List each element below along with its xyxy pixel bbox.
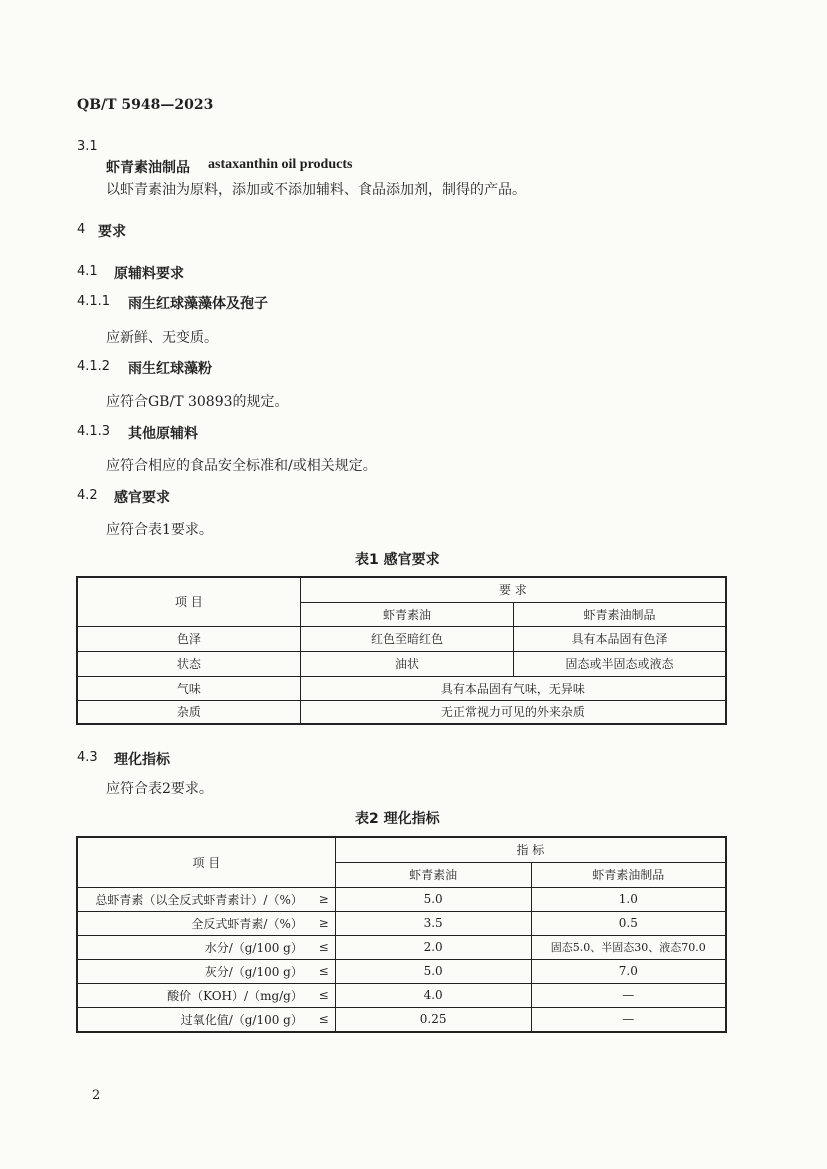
table2-cell-v2: — (531, 983, 726, 1007)
table2-cell-v2: 0.5 (531, 911, 726, 935)
section-4-1-1-number: 4.1.1 (77, 294, 111, 309)
table2-cell-v1: 4.0 (335, 983, 531, 1007)
table1 (76, 576, 727, 725)
table1-cell-v2: 具有本品固有色泽 (514, 626, 726, 651)
table2-cell-item: 酸价（KOH）/（mg/g） (77, 983, 309, 1007)
table2-cell-item: 水分/（g/100 g） (77, 935, 309, 959)
section-4-number: 4 (77, 222, 86, 237)
table-row (77, 626, 726, 651)
table2-cell-symbol: ≥ (309, 911, 335, 935)
table1-cell-merged: 无正常视力可见的外来杂质 (300, 700, 726, 724)
table2-cell-v1: 0.25 (335, 1007, 531, 1032)
section-4-2-text: 应符合表1要求。 (106, 522, 213, 538)
section-4-1-3-title: 其他原辅料 (128, 426, 198, 442)
table2-cell-symbol: ≤ (309, 1007, 335, 1032)
table-row (77, 887, 726, 911)
section-4-1-title: 原辅料要求 (114, 266, 184, 282)
table2-group-header: 指 标 (335, 837, 726, 862)
term-name-en: astaxanthin oil products (208, 157, 353, 172)
section-4-1-2-text: 应符合GB/T 30893的规定。 (106, 394, 289, 410)
table1-cell-item: 气味 (77, 676, 300, 700)
table-row (77, 700, 726, 724)
table2-col1-header: 虾青素油 (335, 862, 531, 887)
table1-cell-v2: 固态或半固态或液态 (514, 651, 726, 676)
table2-cell-v2: 固态5.0、半固态30、液态70.0 (531, 935, 726, 959)
table2-cell-symbol: ≤ (309, 935, 335, 959)
section-4-1-2-number: 4.1.2 (77, 359, 111, 374)
table2-cell-symbol: ≤ (309, 959, 335, 983)
table1-col2-header: 虾青素油制品 (514, 602, 726, 626)
table2-col2-header: 虾青素油制品 (531, 862, 726, 887)
table1-cell-item: 状态 (77, 651, 300, 676)
table-row (77, 1007, 726, 1032)
table2-cell-v2: 7.0 (531, 959, 726, 983)
table2-cell-item: 全反式虾青素/（%） (77, 911, 309, 935)
table2-cell-symbol: ≤ (309, 983, 335, 1007)
table2-cell-symbol: ≥ (309, 887, 335, 911)
table2-cell-v2: 1.0 (531, 887, 726, 911)
table1-cell-v1: 油状 (300, 651, 513, 676)
section-4-2-number: 4.2 (77, 488, 98, 503)
section-4-1-number: 4.1 (77, 264, 98, 279)
table-row (77, 983, 726, 1007)
table2-item-header: 项 目 (77, 837, 335, 887)
section-4-title: 要求 (98, 224, 126, 240)
table2-cell-v2: — (531, 1007, 726, 1032)
section-4-1-3-number: 4.1.3 (77, 424, 111, 439)
table1-col1-header: 虾青素油 (300, 602, 513, 626)
section-4-1-1-title: 雨生红球藻藻体及孢子 (128, 296, 268, 312)
table1-item-header: 项 目 (77, 577, 300, 626)
table2-cell-item: 灰分/（g/100 g） (77, 959, 309, 983)
table-row (77, 911, 726, 935)
table1-cell-item: 色泽 (77, 626, 300, 651)
table2-cell-v1: 5.0 (335, 887, 531, 911)
term-name-cn: 虾青素油制品 (106, 160, 190, 176)
section-4-1-3-text: 应符合相应的食品安全标准和/或相关规定。 (106, 458, 377, 474)
table1-caption: 表1 感官要求 (355, 552, 440, 568)
table2-cell-v1: 3.5 (335, 911, 531, 935)
table-row (77, 935, 726, 959)
table1-group-header: 要 求 (300, 577, 726, 602)
page-number: 2 (92, 1088, 101, 1103)
document-header: QB/T 5948—2023 (77, 97, 214, 113)
table-row (77, 959, 726, 983)
table2 (76, 836, 727, 1033)
table2-cell-item: 过氧化值/（g/100 g） (77, 1007, 309, 1032)
table2-cell-v1: 5.0 (335, 959, 531, 983)
table1-cell-merged: 具有本品固有气味，无异味 (300, 676, 726, 700)
section-4-1-1-text: 应新鲜、无变质。 (106, 330, 218, 346)
section-4-3-title: 理化指标 (114, 752, 170, 768)
table2-cell-v1: 2.0 (335, 935, 531, 959)
section-4-1-2-title: 雨生红球藻粉 (128, 361, 212, 377)
term-definition: 以虾青素油为原料，添加或不添加辅料、食品添加剂，制得的产品。 (106, 182, 526, 198)
table1-cell-item: 杂质 (77, 700, 300, 724)
table-row (77, 676, 726, 700)
table2-caption: 表2 理化指标 (355, 811, 440, 827)
table2-cell-item: 总虾青素（以全反式虾青素计）/（%） (77, 887, 309, 911)
section-4-3-text: 应符合表2要求。 (106, 781, 213, 797)
table1-cell-v1: 红色至暗红色 (300, 626, 513, 651)
term-number: 3.1 (77, 139, 98, 154)
table-row (77, 651, 726, 676)
section-4-2-title: 感官要求 (114, 490, 170, 506)
section-4-3-number: 4.3 (77, 750, 98, 765)
